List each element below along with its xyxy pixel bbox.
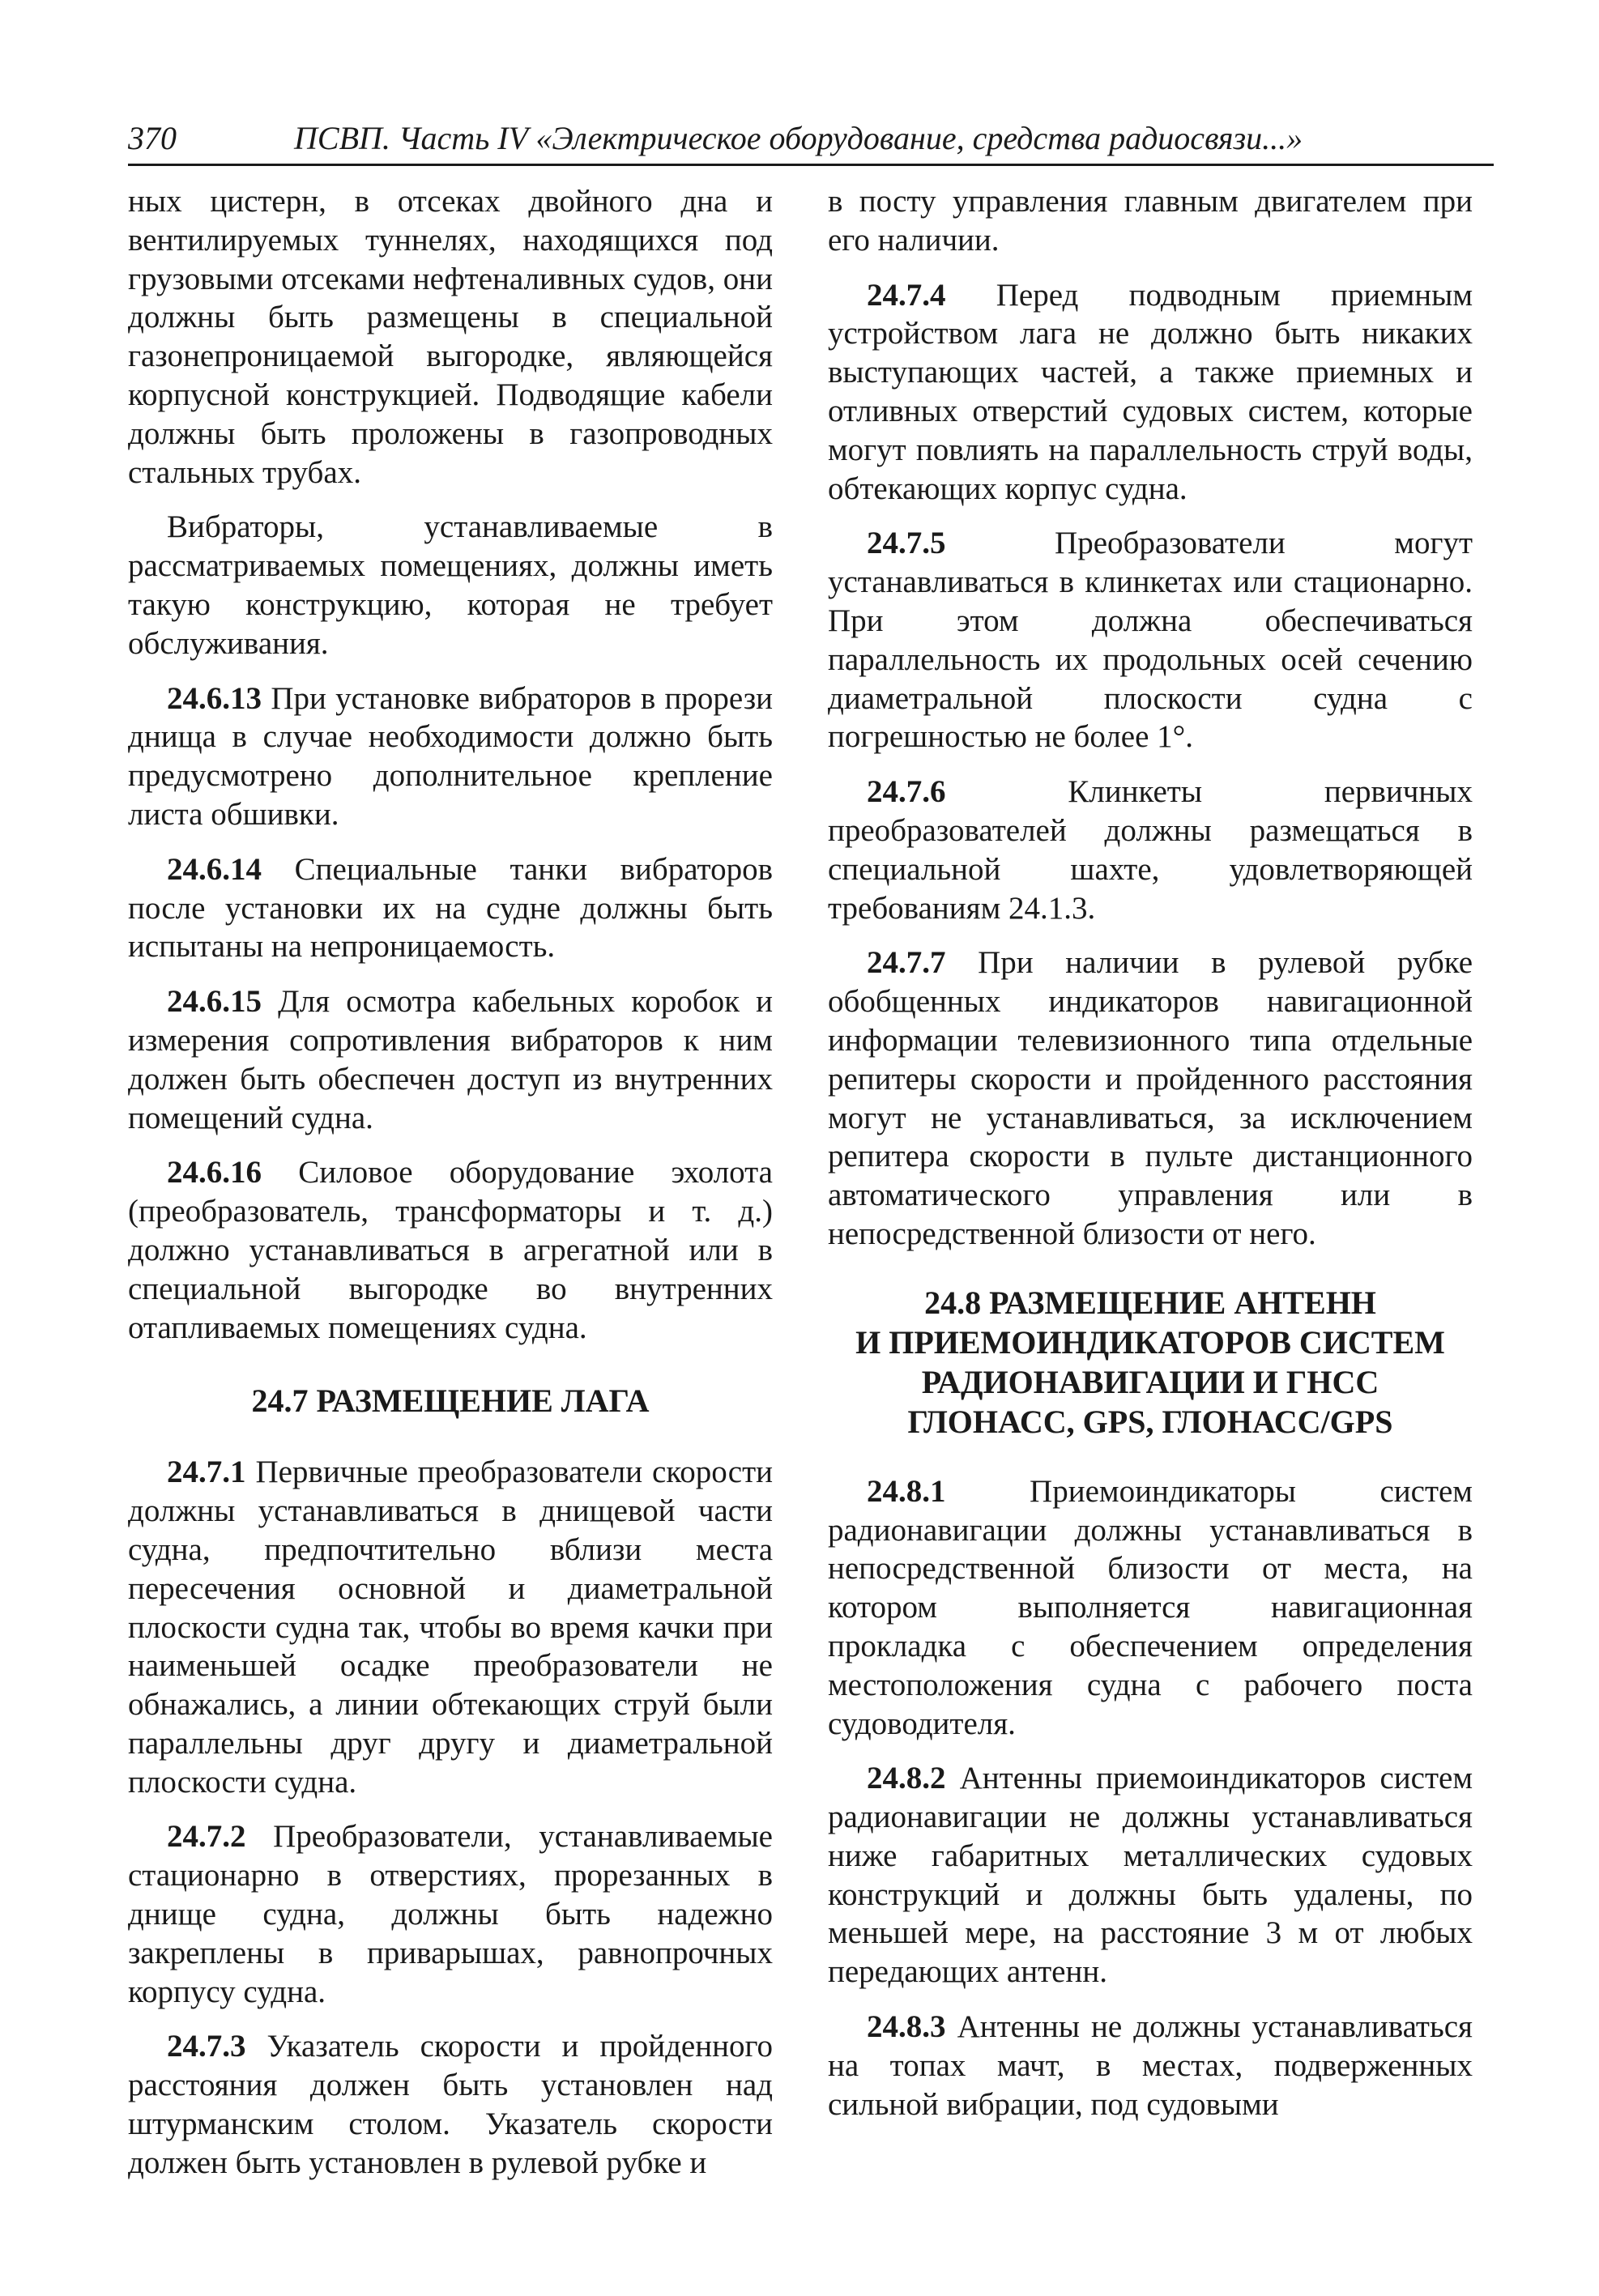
clause-24-7-7 [828, 944, 1473, 1253]
section-heading-24-7: 24.7 РАЗМЕЩЕНИЕ ЛАГА [251, 1382, 650, 1420]
clause-24-6-13 [128, 679, 773, 834]
clause-number: 24.7.7 [867, 945, 946, 981]
clause-text: Перед подводным приемным устройством лага не должно быть никаких выступающих частей, а также приемных и отливных отверстий судовых систем, которые могут повлиять на параллельность струй воды, обтекающих корпус судна. [828, 277, 1473, 506]
page-header [128, 113, 1494, 166]
clause-number: 24.7.4 [867, 277, 946, 313]
clause-text: Клинкеты первичных преобразователей должны размещаться в специальной шахте, удовлетворяющей требованиям 24.1.3. [828, 774, 1473, 926]
left-column [128, 182, 773, 2199]
paragraph: Вибраторы, устанавливаемые в рассматриваемых помещениях, должны иметь такую конструкцию, которая не требует обслуживания. [128, 509, 773, 661]
clause-number: 24.8.3 [867, 2009, 946, 2045]
clause-text: Преобразователи могут устанавливаться в клинкетах или стационарно. При этом должна обеспечиваться параллельность их продольных осей сечению диаметральной плоскости судна с погрешностью не более 1°. [828, 526, 1473, 755]
paragraph: ных цистерн, в отсеках двойного дна и вентилируемых туннелях, находящихся под грузовыми отсеками нефтеналивных судов, они должны быть размещены в специальной газонепроницаемой выгородке, являющейся корпусной конструкцией. Подводящие кабели должны быть проложены в газопроводных стальных трубах. [128, 184, 773, 490]
clause-text: Приемоиндикаторы систем радионавигации должны устанавливаться в непосредственной близости от места, на котором выполняется навигационная прокладка с обеспечением определения местоположения судна с рабочего поста судоводителя. [828, 1473, 1473, 1741]
clause-number: 24.8.2 [867, 1761, 946, 1796]
clause-text: Силовое оборудование эхолота (преобразователь, трансформаторы и т. д.) должно устанавливаться в агрегатной или в специальной выгородке во внутренних отапливаемых помещениях судна. [128, 1155, 773, 1345]
clause-24-6-14 [128, 850, 773, 966]
heading-line: 24.8 РАЗМЕЩЕНИЕ АНТЕНН [924, 1284, 1376, 1321]
clause-24-7-1 [128, 1453, 773, 1801]
section-heading-24-8 [828, 1283, 1473, 1442]
clause-24-7-5 [828, 524, 1473, 756]
clause-text: Специальные танки вибраторов после установки их на судне должны быть испытаны на непроницаемость. [128, 851, 773, 965]
clause-number: 24.7.2 [167, 1819, 246, 1855]
clause-text: Антенны не должны устанавливаться на топах мачт, в местах, подверженных сильной вибрации, под судовыми [828, 2009, 1473, 2122]
clause-24-7-2 [128, 1817, 773, 2011]
clause-number: 24.6.16 [167, 1155, 262, 1191]
clause-24-7-6 [828, 773, 1473, 927]
clause-number: 24.7.6 [867, 774, 946, 810]
clause-number: 24.8.1 [867, 1473, 946, 1509]
clause-number: 24.6.13 [167, 680, 262, 716]
clause-24-6-16 [128, 1153, 773, 1347]
right-column [828, 182, 1473, 2140]
clause-text: При установке вибраторов в прорези днища в случае необходимости должно быть предусмотрено дополнительное крепление листа обшивки. [128, 680, 773, 832]
clause-24-8-2 [828, 1759, 1473, 1991]
clause-24-7-4 [828, 276, 1473, 509]
clause-number: 24.7.5 [867, 526, 946, 561]
clause-number: 24.7.1 [167, 1455, 246, 1490]
clause-number: 24.6.14 [167, 851, 262, 887]
running-title: ПСВП. Часть IV «Электрическое оборудование, средства радиосвязи...» [294, 120, 1303, 156]
clause-number: 24.6.15 [167, 984, 262, 1020]
heading-line: И ПРИЕМОИНДИКАТОРОВ СИСТЕМ [855, 1323, 1445, 1361]
clause-text: При наличии в рулевой рубке обобщенных индикаторов навигационной информации телевизионного типа отдельные репитеры скорости и пройденного расстояния могут не устанавливаться, за исключением репитера скорости в пульте дистанционного автоматического управления или в непосредственной близости от него. [828, 945, 1473, 1251]
clause-text: Первичные преобразователи скорости должны устанавливаться в днищевой части судна, предпочтительно вблизи места пересечения основной и диаметральной плоскости судна так, чтобы во время качки при наименьшей осадке преобразователи не обнажались, а линии обтекающих струй были параллельны друг другу и диаметральной плоскости судна. [128, 1455, 773, 1800]
clause-number: 24.7.3 [167, 2029, 246, 2064]
page-number: 370 [128, 120, 177, 156]
heading-line: ГЛОНАСС, GPS, ГЛОНАСС/GPS [907, 1403, 1393, 1440]
clause-24-8-3 [828, 2008, 1473, 2123]
paragraph: в посту управления главным двигателем при его наличии. [828, 184, 1473, 258]
clause-text: Для осмотра кабельных коробок и измерения сопротивления вибраторов к ним должен быть обеспечен доступ из внутренних помещений судна. [128, 984, 773, 1135]
clause-text: Указатель скорости и пройденного расстояния должен быть установлен над штурманским столом. Указатель скорости должен быть установлен в рулевой рубке и [128, 2029, 774, 2180]
clause-24-8-1 [828, 1472, 1473, 1744]
clause-text: Антенны приемоиндикаторов систем радионавигации не должны устанавливаться ниже габаритных металлических судовых конструкций и должны быть удалены, по меньшей мере, на расстояние 3 м от любых передающих антенн. [828, 1761, 1473, 1990]
clause-24-6-15 [128, 982, 773, 1137]
clause-24-7-3 [128, 2027, 773, 2182]
heading-line: РАДИОНАВИГАЦИИ И ГНСС [921, 1363, 1379, 1400]
clause-text: Преобразователи, устанавливаемые стационарно в отверстиях, прорезанных в днище судна, должны быть надежно закреплены в приварышах, равнопрочных корпусу судна. [128, 1819, 773, 2009]
